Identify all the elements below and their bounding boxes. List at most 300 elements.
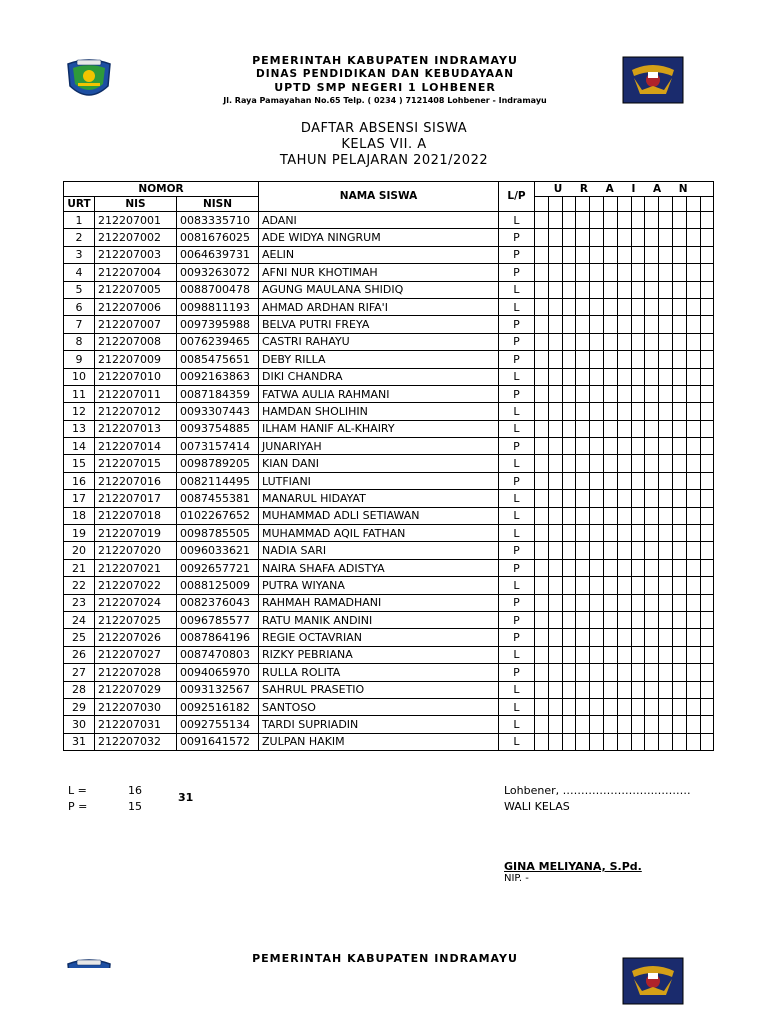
attendance-cell[interactable] xyxy=(617,438,631,455)
attendance-cell[interactable] xyxy=(562,525,576,542)
attendance-cell[interactable] xyxy=(631,542,645,559)
attendance-cell[interactable] xyxy=(576,472,590,489)
attendance-cell[interactable] xyxy=(562,229,576,246)
attendance-cell[interactable] xyxy=(548,385,562,402)
attendance-cell[interactable] xyxy=(686,212,700,229)
attendance-cell[interactable] xyxy=(617,298,631,315)
attendance-cell[interactable] xyxy=(590,455,604,472)
attendance-cell[interactable] xyxy=(686,542,700,559)
attendance-cell[interactable] xyxy=(590,351,604,368)
attendance-cell[interactable] xyxy=(645,507,659,524)
attendance-cell[interactable] xyxy=(603,438,617,455)
attendance-cell[interactable] xyxy=(590,611,604,628)
attendance-cell[interactable] xyxy=(603,316,617,333)
attendance-cell[interactable] xyxy=(576,733,590,750)
attendance-cell[interactable] xyxy=(576,281,590,298)
attendance-cell[interactable] xyxy=(562,403,576,420)
attendance-cell[interactable] xyxy=(645,490,659,507)
attendance-cell[interactable] xyxy=(562,577,576,594)
attendance-cell[interactable] xyxy=(659,733,673,750)
attendance-cell[interactable] xyxy=(700,455,714,472)
attendance-cell[interactable] xyxy=(548,229,562,246)
attendance-cell[interactable] xyxy=(659,577,673,594)
attendance-cell[interactable] xyxy=(686,281,700,298)
attendance-cell[interactable] xyxy=(631,229,645,246)
attendance-cell[interactable] xyxy=(700,368,714,385)
attendance-cell[interactable] xyxy=(548,264,562,281)
attendance-cell[interactable] xyxy=(603,733,617,750)
attendance-cell[interactable] xyxy=(617,229,631,246)
attendance-cell[interactable] xyxy=(631,438,645,455)
attendance-cell[interactable] xyxy=(672,333,686,350)
attendance-cell[interactable] xyxy=(631,507,645,524)
attendance-cell[interactable] xyxy=(659,385,673,402)
attendance-cell[interactable] xyxy=(672,212,686,229)
attendance-cell[interactable] xyxy=(672,664,686,681)
attendance-cell[interactable] xyxy=(576,298,590,315)
attendance-cell[interactable] xyxy=(659,403,673,420)
attendance-cell[interactable] xyxy=(603,577,617,594)
attendance-cell[interactable] xyxy=(686,264,700,281)
attendance-cell[interactable] xyxy=(576,594,590,611)
attendance-cell[interactable] xyxy=(617,490,631,507)
attendance-cell[interactable] xyxy=(645,716,659,733)
attendance-cell[interactable] xyxy=(535,490,549,507)
attendance-cell[interactable] xyxy=(659,333,673,350)
attendance-cell[interactable] xyxy=(590,525,604,542)
attendance-cell[interactable] xyxy=(535,351,549,368)
attendance-cell[interactable] xyxy=(659,351,673,368)
attendance-cell[interactable] xyxy=(590,472,604,489)
attendance-cell[interactable] xyxy=(617,664,631,681)
attendance-cell[interactable] xyxy=(659,646,673,663)
attendance-cell[interactable] xyxy=(672,368,686,385)
attendance-cell[interactable] xyxy=(576,559,590,576)
attendance-cell[interactable] xyxy=(617,333,631,350)
attendance-cell[interactable] xyxy=(535,594,549,611)
attendance-cell[interactable] xyxy=(659,559,673,576)
attendance-cell[interactable] xyxy=(631,403,645,420)
attendance-cell[interactable] xyxy=(659,438,673,455)
attendance-cell[interactable] xyxy=(700,629,714,646)
attendance-cell[interactable] xyxy=(672,507,686,524)
attendance-cell[interactable] xyxy=(659,472,673,489)
attendance-cell[interactable] xyxy=(535,577,549,594)
attendance-cell[interactable] xyxy=(590,403,604,420)
attendance-cell[interactable] xyxy=(686,681,700,698)
attendance-cell[interactable] xyxy=(535,629,549,646)
attendance-cell[interactable] xyxy=(700,385,714,402)
attendance-cell[interactable] xyxy=(631,577,645,594)
attendance-cell[interactable] xyxy=(576,385,590,402)
attendance-cell[interactable] xyxy=(548,646,562,663)
attendance-cell[interactable] xyxy=(686,385,700,402)
attendance-cell[interactable] xyxy=(535,525,549,542)
attendance-cell[interactable] xyxy=(672,646,686,663)
attendance-cell[interactable] xyxy=(535,698,549,715)
attendance-cell[interactable] xyxy=(562,733,576,750)
attendance-cell[interactable] xyxy=(631,629,645,646)
attendance-cell[interactable] xyxy=(672,542,686,559)
attendance-cell[interactable] xyxy=(645,264,659,281)
attendance-cell[interactable] xyxy=(617,525,631,542)
attendance-cell[interactable] xyxy=(617,316,631,333)
attendance-cell[interactable] xyxy=(700,403,714,420)
attendance-cell[interactable] xyxy=(535,316,549,333)
attendance-cell[interactable] xyxy=(645,316,659,333)
attendance-cell[interactable] xyxy=(631,351,645,368)
attendance-cell[interactable] xyxy=(617,716,631,733)
attendance-cell[interactable] xyxy=(672,611,686,628)
attendance-cell[interactable] xyxy=(603,629,617,646)
attendance-cell[interactable] xyxy=(548,577,562,594)
attendance-cell[interactable] xyxy=(535,559,549,576)
attendance-cell[interactable] xyxy=(645,438,659,455)
attendance-cell[interactable] xyxy=(590,298,604,315)
attendance-cell[interactable] xyxy=(576,264,590,281)
attendance-cell[interactable] xyxy=(590,629,604,646)
attendance-cell[interactable] xyxy=(535,212,549,229)
attendance-cell[interactable] xyxy=(631,385,645,402)
attendance-cell[interactable] xyxy=(548,698,562,715)
attendance-cell[interactable] xyxy=(686,664,700,681)
attendance-cell[interactable] xyxy=(603,542,617,559)
attendance-cell[interactable] xyxy=(700,316,714,333)
attendance-cell[interactable] xyxy=(645,229,659,246)
attendance-cell[interactable] xyxy=(576,611,590,628)
attendance-cell[interactable] xyxy=(562,594,576,611)
attendance-cell[interactable] xyxy=(548,316,562,333)
attendance-cell[interactable] xyxy=(548,420,562,437)
attendance-cell[interactable] xyxy=(659,298,673,315)
attendance-cell[interactable] xyxy=(700,542,714,559)
attendance-cell[interactable] xyxy=(535,385,549,402)
attendance-cell[interactable] xyxy=(535,733,549,750)
attendance-cell[interactable] xyxy=(576,716,590,733)
attendance-cell[interactable] xyxy=(576,438,590,455)
attendance-cell[interactable] xyxy=(617,368,631,385)
attendance-cell[interactable] xyxy=(686,316,700,333)
attendance-cell[interactable] xyxy=(672,629,686,646)
attendance-cell[interactable] xyxy=(686,438,700,455)
attendance-cell[interactable] xyxy=(548,438,562,455)
attendance-cell[interactable] xyxy=(631,368,645,385)
attendance-cell[interactable] xyxy=(548,455,562,472)
attendance-cell[interactable] xyxy=(562,629,576,646)
attendance-cell[interactable] xyxy=(700,420,714,437)
attendance-cell[interactable] xyxy=(672,733,686,750)
attendance-cell[interactable] xyxy=(548,664,562,681)
attendance-cell[interactable] xyxy=(700,281,714,298)
attendance-cell[interactable] xyxy=(631,525,645,542)
attendance-cell[interactable] xyxy=(590,333,604,350)
attendance-cell[interactable] xyxy=(700,611,714,628)
attendance-cell[interactable] xyxy=(590,385,604,402)
attendance-cell[interactable] xyxy=(700,351,714,368)
attendance-cell[interactable] xyxy=(672,525,686,542)
attendance-cell[interactable] xyxy=(645,385,659,402)
attendance-cell[interactable] xyxy=(603,490,617,507)
attendance-cell[interactable] xyxy=(700,525,714,542)
attendance-cell[interactable] xyxy=(562,298,576,315)
attendance-cell[interactable] xyxy=(645,368,659,385)
attendance-cell[interactable] xyxy=(700,229,714,246)
attendance-cell[interactable] xyxy=(631,681,645,698)
attendance-cell[interactable] xyxy=(590,664,604,681)
attendance-cell[interactable] xyxy=(686,455,700,472)
attendance-cell[interactable] xyxy=(631,298,645,315)
attendance-cell[interactable] xyxy=(590,438,604,455)
attendance-cell[interactable] xyxy=(659,542,673,559)
attendance-cell[interactable] xyxy=(535,681,549,698)
attendance-cell[interactable] xyxy=(686,716,700,733)
attendance-cell[interactable] xyxy=(617,577,631,594)
attendance-cell[interactable] xyxy=(548,490,562,507)
attendance-cell[interactable] xyxy=(576,351,590,368)
attendance-cell[interactable] xyxy=(617,594,631,611)
attendance-cell[interactable] xyxy=(535,507,549,524)
attendance-cell[interactable] xyxy=(562,264,576,281)
attendance-cell[interactable] xyxy=(590,646,604,663)
attendance-cell[interactable] xyxy=(590,507,604,524)
attendance-cell[interactable] xyxy=(645,698,659,715)
attendance-cell[interactable] xyxy=(645,681,659,698)
attendance-cell[interactable] xyxy=(548,472,562,489)
attendance-cell[interactable] xyxy=(700,246,714,263)
attendance-cell[interactable] xyxy=(700,594,714,611)
attendance-cell[interactable] xyxy=(672,351,686,368)
attendance-cell[interactable] xyxy=(672,455,686,472)
attendance-cell[interactable] xyxy=(590,733,604,750)
attendance-cell[interactable] xyxy=(590,716,604,733)
attendance-cell[interactable] xyxy=(576,577,590,594)
attendance-cell[interactable] xyxy=(700,681,714,698)
attendance-cell[interactable] xyxy=(686,351,700,368)
attendance-cell[interactable] xyxy=(576,525,590,542)
attendance-cell[interactable] xyxy=(686,611,700,628)
attendance-cell[interactable] xyxy=(603,507,617,524)
attendance-cell[interactable] xyxy=(603,681,617,698)
attendance-cell[interactable] xyxy=(590,594,604,611)
attendance-cell[interactable] xyxy=(617,681,631,698)
attendance-cell[interactable] xyxy=(562,438,576,455)
attendance-cell[interactable] xyxy=(659,316,673,333)
attendance-cell[interactable] xyxy=(562,351,576,368)
attendance-cell[interactable] xyxy=(617,507,631,524)
attendance-cell[interactable] xyxy=(672,229,686,246)
attendance-cell[interactable] xyxy=(576,490,590,507)
attendance-cell[interactable] xyxy=(617,611,631,628)
attendance-cell[interactable] xyxy=(631,594,645,611)
attendance-cell[interactable] xyxy=(576,246,590,263)
attendance-cell[interactable] xyxy=(562,368,576,385)
attendance-cell[interactable] xyxy=(686,525,700,542)
attendance-cell[interactable] xyxy=(617,472,631,489)
attendance-cell[interactable] xyxy=(617,351,631,368)
attendance-cell[interactable] xyxy=(576,316,590,333)
attendance-cell[interactable] xyxy=(659,490,673,507)
attendance-cell[interactable] xyxy=(603,333,617,350)
attendance-cell[interactable] xyxy=(603,611,617,628)
attendance-cell[interactable] xyxy=(548,629,562,646)
attendance-cell[interactable] xyxy=(603,229,617,246)
attendance-cell[interactable] xyxy=(631,559,645,576)
attendance-cell[interactable] xyxy=(672,559,686,576)
attendance-cell[interactable] xyxy=(645,559,659,576)
attendance-cell[interactable] xyxy=(672,298,686,315)
attendance-cell[interactable] xyxy=(562,559,576,576)
attendance-cell[interactable] xyxy=(659,264,673,281)
attendance-cell[interactable] xyxy=(576,333,590,350)
attendance-cell[interactable] xyxy=(617,646,631,663)
attendance-cell[interactable] xyxy=(535,333,549,350)
attendance-cell[interactable] xyxy=(631,264,645,281)
attendance-cell[interactable] xyxy=(548,403,562,420)
attendance-cell[interactable] xyxy=(590,577,604,594)
attendance-cell[interactable] xyxy=(672,577,686,594)
attendance-cell[interactable] xyxy=(535,281,549,298)
attendance-cell[interactable] xyxy=(603,246,617,263)
attendance-cell[interactable] xyxy=(603,264,617,281)
attendance-cell[interactable] xyxy=(617,281,631,298)
attendance-cell[interactable] xyxy=(645,733,659,750)
attendance-cell[interactable] xyxy=(562,212,576,229)
attendance-cell[interactable] xyxy=(562,611,576,628)
attendance-cell[interactable] xyxy=(617,403,631,420)
attendance-cell[interactable] xyxy=(548,246,562,263)
attendance-cell[interactable] xyxy=(672,264,686,281)
attendance-cell[interactable] xyxy=(700,733,714,750)
attendance-cell[interactable] xyxy=(645,594,659,611)
attendance-cell[interactable] xyxy=(548,368,562,385)
attendance-cell[interactable] xyxy=(686,229,700,246)
attendance-cell[interactable] xyxy=(631,316,645,333)
attendance-cell[interactable] xyxy=(659,455,673,472)
attendance-cell[interactable] xyxy=(659,246,673,263)
attendance-cell[interactable] xyxy=(562,316,576,333)
attendance-cell[interactable] xyxy=(700,212,714,229)
attendance-cell[interactable] xyxy=(562,385,576,402)
attendance-cell[interactable] xyxy=(659,212,673,229)
attendance-cell[interactable] xyxy=(659,229,673,246)
attendance-cell[interactable] xyxy=(576,681,590,698)
attendance-cell[interactable] xyxy=(700,577,714,594)
attendance-cell[interactable] xyxy=(659,368,673,385)
attendance-cell[interactable] xyxy=(576,542,590,559)
attendance-cell[interactable] xyxy=(548,716,562,733)
attendance-cell[interactable] xyxy=(659,420,673,437)
attendance-cell[interactable] xyxy=(562,716,576,733)
attendance-cell[interactable] xyxy=(645,542,659,559)
attendance-cell[interactable] xyxy=(590,420,604,437)
attendance-cell[interactable] xyxy=(700,490,714,507)
attendance-cell[interactable] xyxy=(631,246,645,263)
attendance-cell[interactable] xyxy=(700,472,714,489)
attendance-cell[interactable] xyxy=(535,472,549,489)
attendance-cell[interactable] xyxy=(548,681,562,698)
attendance-cell[interactable] xyxy=(631,455,645,472)
attendance-cell[interactable] xyxy=(672,490,686,507)
attendance-cell[interactable] xyxy=(548,281,562,298)
attendance-cell[interactable] xyxy=(535,455,549,472)
attendance-cell[interactable] xyxy=(617,629,631,646)
attendance-cell[interactable] xyxy=(603,420,617,437)
attendance-cell[interactable] xyxy=(535,368,549,385)
attendance-cell[interactable] xyxy=(672,438,686,455)
attendance-cell[interactable] xyxy=(562,490,576,507)
attendance-cell[interactable] xyxy=(645,629,659,646)
attendance-cell[interactable] xyxy=(590,490,604,507)
attendance-cell[interactable] xyxy=(700,698,714,715)
attendance-cell[interactable] xyxy=(603,716,617,733)
attendance-cell[interactable] xyxy=(590,559,604,576)
attendance-cell[interactable] xyxy=(603,698,617,715)
attendance-cell[interactable] xyxy=(700,507,714,524)
attendance-cell[interactable] xyxy=(617,542,631,559)
attendance-cell[interactable] xyxy=(535,246,549,263)
attendance-cell[interactable] xyxy=(548,542,562,559)
attendance-cell[interactable] xyxy=(645,455,659,472)
attendance-cell[interactable] xyxy=(686,698,700,715)
attendance-cell[interactable] xyxy=(535,611,549,628)
attendance-cell[interactable] xyxy=(645,664,659,681)
attendance-cell[interactable] xyxy=(548,298,562,315)
attendance-cell[interactable] xyxy=(562,698,576,715)
attendance-cell[interactable] xyxy=(576,420,590,437)
attendance-cell[interactable] xyxy=(603,385,617,402)
attendance-cell[interactable] xyxy=(590,264,604,281)
attendance-cell[interactable] xyxy=(645,403,659,420)
attendance-cell[interactable] xyxy=(672,385,686,402)
attendance-cell[interactable] xyxy=(672,716,686,733)
attendance-cell[interactable] xyxy=(535,403,549,420)
attendance-cell[interactable] xyxy=(686,490,700,507)
attendance-cell[interactable] xyxy=(672,281,686,298)
attendance-cell[interactable] xyxy=(617,385,631,402)
attendance-cell[interactable] xyxy=(576,229,590,246)
attendance-cell[interactable] xyxy=(548,507,562,524)
attendance-cell[interactable] xyxy=(686,559,700,576)
attendance-cell[interactable] xyxy=(672,420,686,437)
attendance-cell[interactable] xyxy=(631,611,645,628)
attendance-cell[interactable] xyxy=(700,333,714,350)
attendance-cell[interactable] xyxy=(603,646,617,663)
attendance-cell[interactable] xyxy=(645,212,659,229)
attendance-cell[interactable] xyxy=(535,229,549,246)
attendance-cell[interactable] xyxy=(603,212,617,229)
attendance-cell[interactable] xyxy=(535,264,549,281)
attendance-cell[interactable] xyxy=(659,507,673,524)
attendance-cell[interactable] xyxy=(645,646,659,663)
attendance-cell[interactable] xyxy=(659,629,673,646)
attendance-cell[interactable] xyxy=(617,246,631,263)
attendance-cell[interactable] xyxy=(576,646,590,663)
attendance-cell[interactable] xyxy=(562,646,576,663)
attendance-cell[interactable] xyxy=(631,420,645,437)
attendance-cell[interactable] xyxy=(631,490,645,507)
attendance-cell[interactable] xyxy=(576,455,590,472)
attendance-cell[interactable] xyxy=(700,664,714,681)
attendance-cell[interactable] xyxy=(700,298,714,315)
attendance-cell[interactable] xyxy=(603,559,617,576)
attendance-cell[interactable] xyxy=(548,611,562,628)
attendance-cell[interactable] xyxy=(700,646,714,663)
attendance-cell[interactable] xyxy=(645,577,659,594)
attendance-cell[interactable] xyxy=(659,525,673,542)
attendance-cell[interactable] xyxy=(603,664,617,681)
attendance-cell[interactable] xyxy=(659,281,673,298)
attendance-cell[interactable] xyxy=(659,594,673,611)
